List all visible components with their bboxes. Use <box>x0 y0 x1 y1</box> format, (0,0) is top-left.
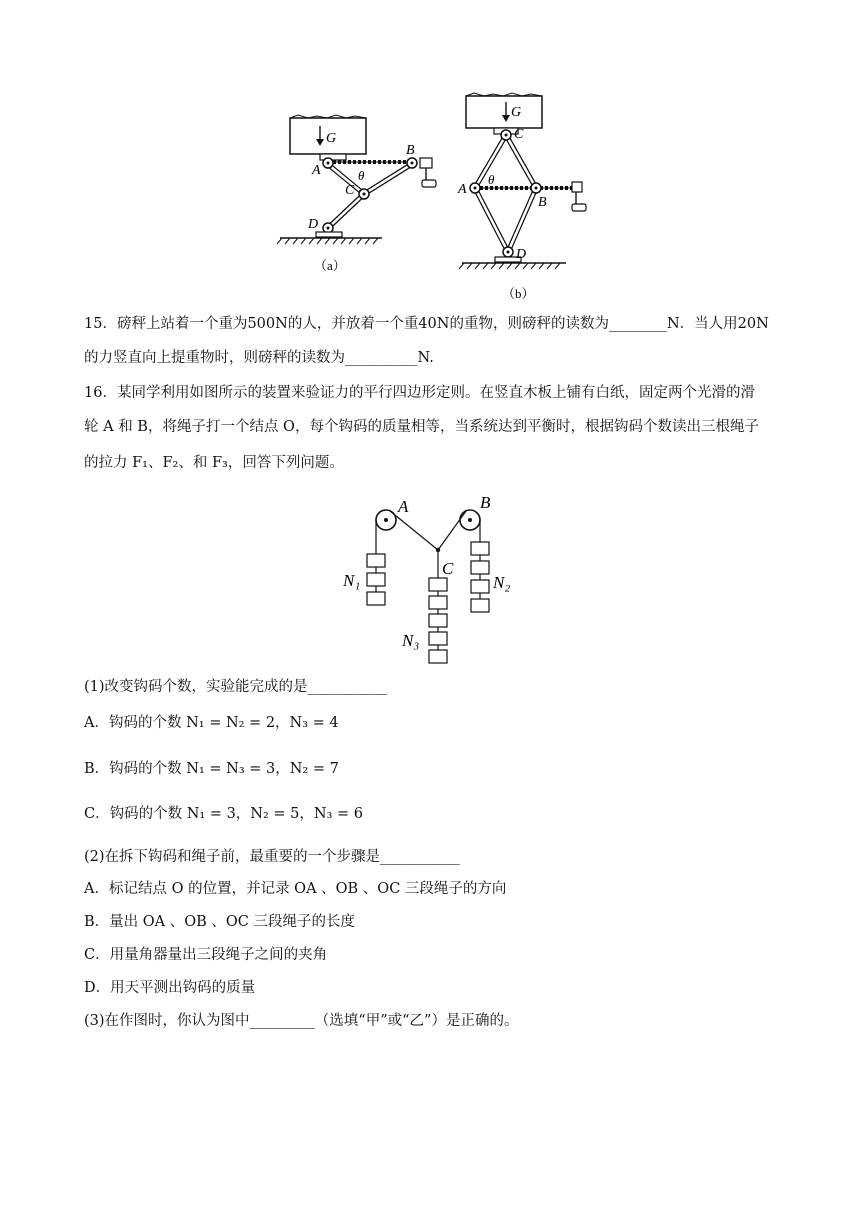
q16-part2-stem: (2)在拆下钩码和绳子前，最重要的一个步骤是___________ <box>84 849 460 865</box>
label-knot-C: C <box>442 559 454 578</box>
q16-part1-option-b: B．钩码的个数 N₁ = N₃ = 3，N₂ = 7 <box>84 761 339 777</box>
q16-part2-option-d: D．用天平测出钩码的质量 <box>84 980 256 996</box>
q16-part2-option-c: C．用量角器量出三段绳子之间的夹角 <box>84 947 328 963</box>
q16-part1-option-a: A．钩码的个数 N₁ = N₂ = 2，N₃ = 4 <box>84 715 339 731</box>
figure-b <box>457 93 586 301</box>
q16-line2: 轮 A 和 B，将绳子打一个结点 O，每个钩码的质量相等，当系统达到平衡时，根据钩码个数读出三根绳子 <box>84 419 759 435</box>
label-N3: N₃ <box>402 631 420 650</box>
label-N2: N₂ <box>493 573 511 592</box>
caption-b: （b） <box>502 286 535 301</box>
label-a-A: A <box>312 163 321 178</box>
q16-part2-option-a: A．标记结点 O 的位置，并记录 OA 、OB 、OC 三段绳子的方向 <box>84 881 507 897</box>
label-a-C: C <box>345 183 355 198</box>
q15-line1: 15．磅秤上站着一个重为500N的人，并放着一个重40N的重物，则磅秤的读数为________N．当人用20N <box>84 316 769 332</box>
q15-line2: 的力竖直向上提重物时，则磅秤的读数为__________N. <box>84 350 434 366</box>
q16-part2-option-b: B．量出 OA 、OB 、OC 三段绳子的长度 <box>84 914 355 930</box>
figure-a <box>277 115 436 273</box>
label-b-A: A <box>458 182 467 197</box>
q16-part1-stem: (1)改变钩码个数，实验能完成的是___________ <box>84 679 388 695</box>
label-b-C: C <box>514 127 524 142</box>
caption-a: （a） <box>314 258 346 273</box>
q16-line1: 16．某同学利用如图所示的装置来验证力的平行四边形定则。在竖直木板上铺有白纸，固定两个光滑的滑 <box>84 385 755 401</box>
pulley-figure <box>330 492 530 668</box>
label-b-G: G <box>511 105 522 120</box>
label-b-theta: θ <box>488 172 495 187</box>
jack-figures <box>270 86 600 306</box>
label-a-G: G <box>326 131 337 146</box>
label-N1: N₁ <box>343 571 361 590</box>
label-a-theta: θ <box>358 168 365 183</box>
label-a-D: D <box>308 217 319 232</box>
q16-part1-option-c: C．钩码的个数 N₁ = 3，N₂ = 5，N₃ = 6 <box>84 806 363 822</box>
label-pulley-B: B <box>480 493 491 512</box>
label-b-B: B <box>538 195 547 210</box>
label-pulley-A: A <box>398 497 409 516</box>
q16-line3: 的拉力 F₁、F₂、和 F₃，回答下列问题。 <box>84 455 344 471</box>
label-a-B: B <box>406 143 415 158</box>
q16-part3-stem: (3)在作图时，你认为图中_________（选填“甲”或“乙”）是正确的。 <box>84 1013 519 1029</box>
label-b-D: D <box>516 247 527 262</box>
